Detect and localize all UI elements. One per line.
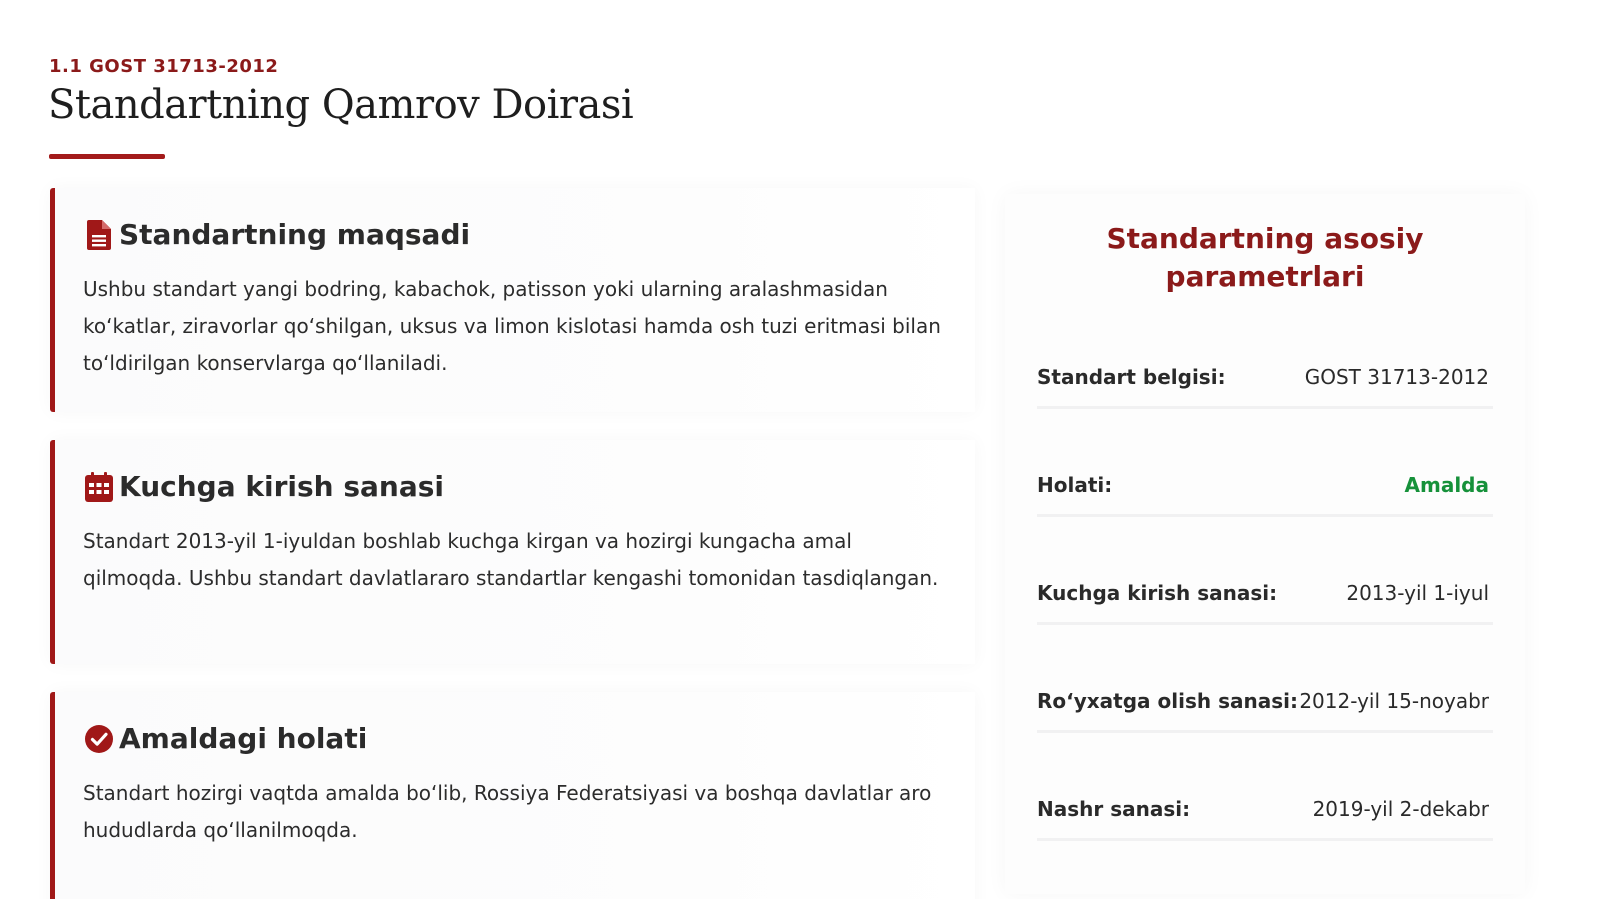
calendar-icon xyxy=(85,471,113,503)
param-label: Nashr sanasi: xyxy=(1037,797,1191,821)
card-header xyxy=(85,722,951,755)
param-row-effective-date xyxy=(1037,564,1493,625)
param-value: 2013-yil 1-iyul xyxy=(1346,581,1489,605)
card-effective-date xyxy=(50,440,975,664)
params-title: Standartning asosiy parametrlari xyxy=(1106,222,1424,293)
param-row-designation xyxy=(1037,348,1493,409)
status-badge: Amalda xyxy=(1404,473,1489,497)
card-title: Standartning maqsadi xyxy=(119,218,471,251)
card-title: Kuchga kirish sanasi xyxy=(119,470,444,503)
check-circle-icon xyxy=(85,723,113,755)
page-title: Standartning Qamrov Doirasi xyxy=(48,82,634,128)
param-label: Ro‘yxatga olish sanasi: xyxy=(1037,689,1298,713)
card-purpose xyxy=(50,188,975,412)
param-label: Kuchga kirish sanasi: xyxy=(1037,581,1278,605)
card-header xyxy=(85,470,951,503)
card-header xyxy=(85,218,951,251)
card-text: Standart hozirgi vaqtda amalda bo‘lib, Rossiya Federatsiyasi va boshqa davlatlar aro hududlarda qo‘llanilmoqda. xyxy=(83,781,932,842)
info-cards xyxy=(50,188,975,899)
param-label: Holati: xyxy=(1037,473,1113,497)
param-value: 2012-yil 15-noyabr xyxy=(1299,689,1489,713)
section-code: 1.1 GOST 31713-2012 xyxy=(49,56,279,77)
card-text: Standart 2013-yil 1-iyuldan boshlab kuchga kirgan va hozirgi kungacha amal qilmoqda. Ushbu standart davlatlararo standartlar kengashi tomonidan tasdiqlangan. xyxy=(83,529,939,590)
param-label: Standart belgisi: xyxy=(1037,365,1226,389)
title-underline xyxy=(49,154,165,159)
card-current-status xyxy=(50,692,975,899)
card-text: Ushbu standart yangi bodring, kabachok, patisson yoki ularning aralashmasidan ko‘katlar, ziravorlar qo‘shilgan, uksus va limon kislotasi hamda osh tuzi eritmasi bilan to‘ldirilgan konservlarga qo‘llaniladi. xyxy=(83,277,941,375)
param-value: 2019-yil 2-dekabr xyxy=(1312,797,1489,821)
param-row-publication-date xyxy=(1037,780,1493,841)
param-row-status xyxy=(1037,456,1493,517)
param-row-registration-date xyxy=(1037,672,1493,733)
params-panel xyxy=(1005,194,1525,894)
param-value: GOST 31713-2012 xyxy=(1304,365,1489,389)
file-document-icon xyxy=(85,219,113,251)
card-title: Amaldagi holati xyxy=(119,722,368,755)
